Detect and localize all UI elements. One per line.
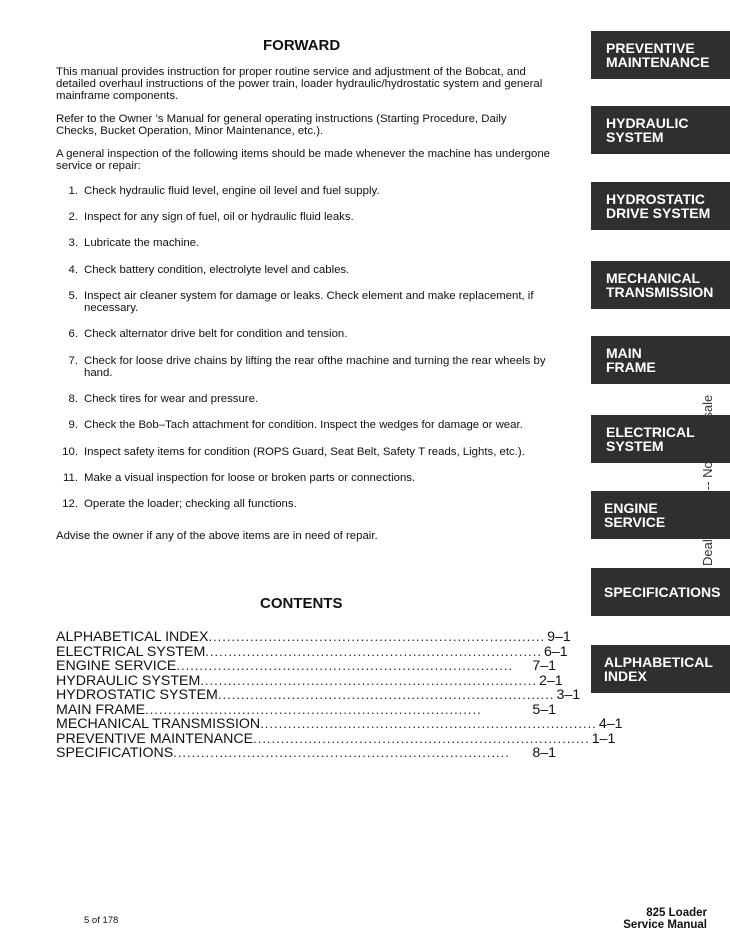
item-number: 10. — [62, 446, 78, 458]
toc-page: 2–1 — [538, 672, 563, 689]
tab-alphabetical-index[interactable] — [591, 645, 730, 693]
toc-entry[interactable] — [56, 629, 571, 645]
tab-label: SYSTEM — [606, 129, 664, 145]
item-text: Check alternator drive belt for condition and tension. — [84, 328, 348, 340]
toc-label: MAIN FRAME — [56, 701, 146, 718]
tab-label: INDEX — [604, 668, 647, 684]
tab-label: TRANSMISSION — [606, 284, 714, 300]
item-text: Check the Bob–Tach attachment for condition. Inspect the wedges for damage or wear. — [84, 419, 523, 431]
item-text: Operate the loader; checking all functions. — [84, 498, 297, 510]
item-number: 8. — [68, 393, 78, 405]
toc-label: HYDROSTATIC SYSTEM — [56, 687, 218, 703]
tab-label: PREVENTIVE — [606, 39, 695, 56]
toc-entry[interactable] — [56, 703, 556, 718]
toc-leader: ......................................................................... — [208, 629, 546, 644]
toc-page: 1–1 — [591, 730, 616, 747]
toc-label: PREVENTIVE MAINTENANCE — [56, 730, 254, 747]
contents-list — [56, 629, 623, 761]
toc-page: 8–1 — [532, 745, 556, 761]
item-text: Inspect safety items for condition (ROPS Guard, Seat Belt, Safety T reads, Lights, etc.). — [84, 446, 525, 458]
footer-model: 825 Loader — [646, 907, 707, 919]
toc-label: SPECIFICATIONS — [56, 745, 174, 761]
toc-entry[interactable] — [56, 746, 556, 761]
toc-entry[interactable] — [56, 672, 563, 689]
toc-page: 5–1 — [532, 701, 556, 718]
tab-label: ALPHABETICAL — [604, 653, 713, 670]
toc-leader: ......................................................................... — [176, 658, 514, 673]
tab-label: MAIN — [606, 344, 642, 361]
intro-paragraph: This manual provides instruction for proper routine service and adjustment of the Bobcat, and detailed overhaul instructions of the power train, loader hydraulic/hydrostatic system and general mainframe components. — [56, 66, 543, 102]
tab-label: SERVICE — [604, 514, 666, 530]
toc-label: ELECTRICAL SYSTEM — [56, 643, 206, 660]
tab-label: HYDROSTATIC — [606, 190, 706, 207]
toc-leader: ......................................................................... — [260, 716, 597, 731]
item-text: Check for loose drive chains by lifting the rear ofthe machine and turning the rear wheels by hand. — [84, 355, 546, 379]
footer-title — [623, 907, 707, 931]
tab-label: SPECIFICATIONS — [604, 583, 721, 600]
tab-main-frame[interactable] — [591, 336, 730, 384]
toc-leader: ......................................................................... — [173, 745, 510, 760]
item-number: 2. — [68, 211, 78, 223]
toc-label: ENGINE SERVICE — [56, 658, 177, 674]
item-text: Make a visual inspection for loose or broken parts or connections. — [84, 472, 416, 484]
toc-leader: ......................................................................... — [217, 687, 555, 702]
closing-paragraph: Advise the owner if any of the above items are in need of repair. — [56, 530, 378, 542]
owners-manual-paragraph: Refer to the Owner ’s Manual for general operating instructions (Starting Procedure, Daily Checks, Bucket Operation, Minor Maintenance, etc.). — [56, 113, 507, 137]
tab-label: MAINTENANCE — [606, 54, 710, 70]
toc-entry[interactable] — [56, 716, 623, 732]
footer-manual: Service Manual — [623, 919, 707, 931]
item-number: 12. — [62, 498, 78, 510]
toc-entry[interactable] — [56, 659, 556, 674]
tab-label: FRAME — [606, 359, 656, 375]
item-number: 1. — [68, 185, 78, 197]
tab-label: SYSTEM — [606, 438, 664, 454]
item-number: 4. — [68, 264, 78, 276]
toc-page: 7–1 — [532, 658, 556, 674]
tab-label: HYDRAULIC — [606, 114, 689, 131]
forward-heading: FORWARD — [263, 37, 341, 54]
toc-page: 6–1 — [543, 643, 568, 660]
watermark-text: Dealer Copy -- Not for Resale — [700, 394, 715, 566]
item-number: 9. — [68, 419, 78, 431]
toc-leader: ......................................................................... — [145, 701, 482, 717]
toc-entry[interactable] — [56, 687, 581, 703]
tab-label: ELECTRICAL — [606, 423, 695, 440]
item-text: Lubricate the machine. — [84, 237, 200, 249]
toc-leader: ......................................................................... — [253, 730, 590, 746]
item-text: Check hydraulic fluid level, engine oil level and fuel supply. — [84, 185, 380, 197]
tab-preventive-maintenance[interactable] — [591, 31, 730, 79]
toc-page: 9–1 — [547, 629, 571, 645]
toc-entry[interactable] — [56, 730, 616, 747]
tab-mechanical-transmission[interactable] — [591, 261, 730, 309]
item-text: Inspect air cleaner system for damage or leaks. Check element and make replacement, if necessary. — [84, 290, 534, 314]
toc-page: 3–1 — [556, 687, 581, 703]
tab-label: DRIVE SYSTEM — [606, 205, 711, 221]
item-number: 3. — [68, 237, 78, 249]
item-number: 11. — [63, 472, 78, 484]
tab-specifications[interactable] — [591, 568, 730, 616]
tab-label: ENGINE — [604, 499, 658, 516]
contents-heading: CONTENTS — [260, 595, 343, 612]
item-number: 7. — [68, 355, 78, 367]
toc-label: MECHANICAL TRANSMISSION — [56, 716, 261, 732]
item-text: Inspect for any sign of fuel, oil or hydraulic fluid leaks. — [84, 211, 354, 223]
tab-label: MECHANICAL — [606, 269, 701, 286]
toc-page: 4–1 — [598, 716, 623, 732]
page-counter: 5 of 178 — [84, 915, 119, 926]
toc-entry[interactable] — [56, 643, 568, 660]
item-number: 6. — [68, 328, 78, 340]
item-number: 5. — [68, 290, 78, 302]
toc-leader: ......................................................................... — [205, 643, 542, 659]
tab-hydraulic-system[interactable] — [591, 106, 730, 154]
inspection-paragraph: A general inspection of the following items should be made whenever the machine has undergone service or repair: — [56, 148, 550, 172]
toc-label: HYDRAULIC SYSTEM — [56, 672, 201, 689]
item-text: Check battery condition, electrolyte level and cables. — [84, 264, 350, 276]
item-text: Check tires for wear and pressure. — [84, 393, 259, 405]
toc-leader: ......................................................................... — [200, 672, 537, 688]
tab-hydrostatic-drive-system[interactable] — [591, 182, 730, 230]
toc-label: ALPHABETICAL INDEX — [56, 629, 209, 645]
